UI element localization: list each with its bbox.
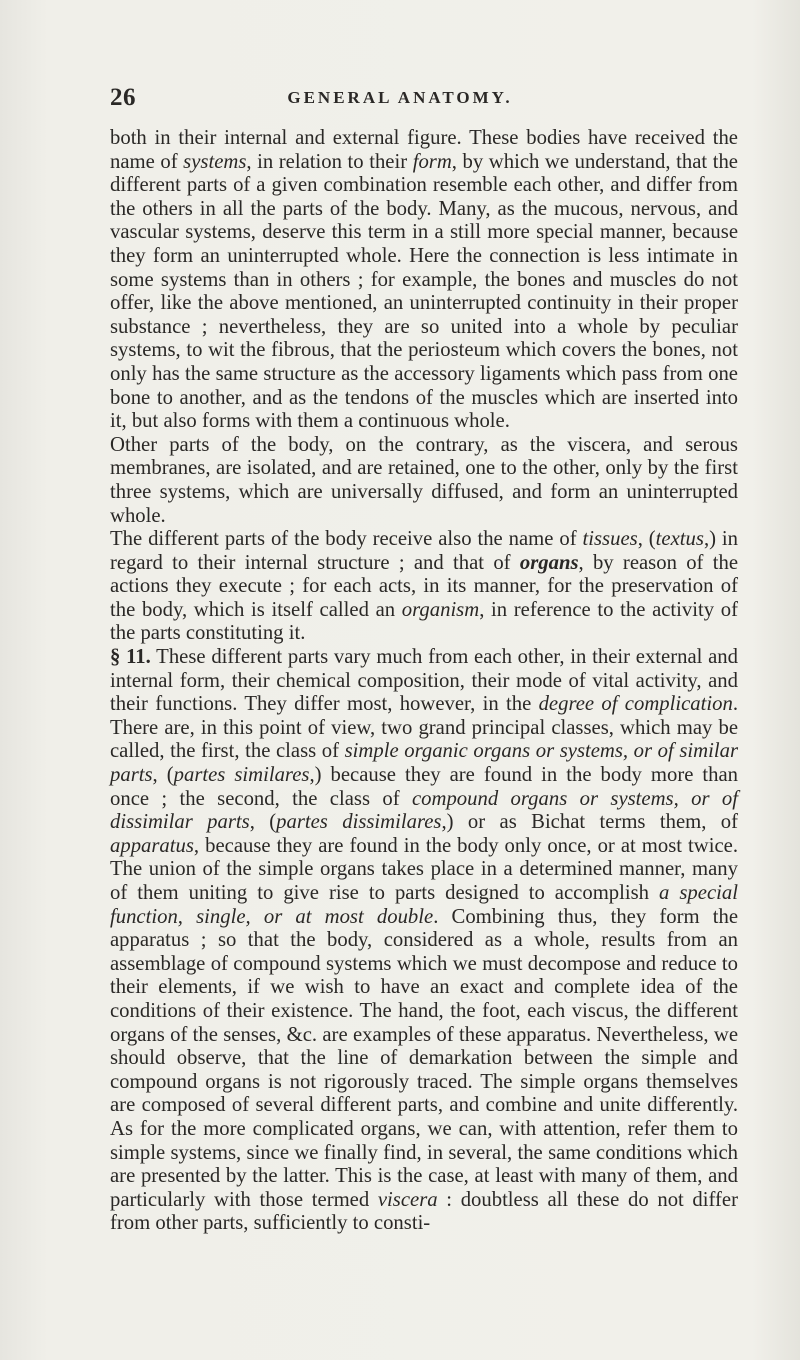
running-head: GENERAL ANATOMY. <box>287 88 513 107</box>
emphasis-text: partes dissimilares <box>276 811 442 834</box>
text-run: , ( <box>637 528 656 551</box>
text-run: , ( <box>249 811 277 834</box>
text-run: These different parts vary much from each other, in their external and internal form, their chemical composition, their mode of vital activity, and their functions. They differ most, however, in the <box>110 646 738 716</box>
emphasis-text: tissues <box>582 528 638 551</box>
section-marker: § 11. <box>110 646 151 669</box>
text-run: , by reason of the actions they execute ; for each acts, in its manner, for the preservation of the body, which is itself called an <box>110 551 739 621</box>
text-run: , ( <box>152 764 174 787</box>
text-run: . There are, in this point of view, two grand principal classes, which may be called, the first, the class of <box>110 693 738 763</box>
emphasis-bold-text: organs <box>519 551 579 574</box>
text-run: , in reference to the activity of the parts constituting it. <box>110 598 739 645</box>
emphasis-text: partes similares <box>173 764 310 787</box>
page-header <box>0 84 800 114</box>
emphasis-text: simple organic organs or systems, or of similar parts <box>110 740 738 787</box>
paragraph <box>110 528 738 646</box>
text-run: The different parts of the body receive also the name of <box>110 528 583 551</box>
text-run: Other parts of the body, on the contrary, as the viscera, and serous membranes, are isolated, and are retained, one to the other, only by the first three systems, which are universally diffused, and form an uninterrupted whole. <box>110 433 738 527</box>
emphasis-text: a special function, single, or at most double <box>110 882 738 928</box>
text-run: ,) because they are found in the body more than once ; the second, the class of <box>110 764 739 810</box>
emphasis-text: form <box>412 150 452 173</box>
emphasis-text: organism <box>401 598 480 621</box>
page-number: 26 <box>110 84 136 111</box>
text-run: ,) in regard to their internal structure ; and that of <box>110 528 739 574</box>
text-run: , because they are found in the body only once, or at most twice. The union of the simple organs takes place in a determined manner, many of them uniting to give rise to parts designed to accomplish <box>110 834 738 904</box>
text-run: both in their internal and external figure. These bodies have received the name of <box>110 127 738 173</box>
paragraph <box>110 646 738 1236</box>
text-run: . Combining thus, they form the apparatus ; so that the body, considered as a whole, results from an assemblage of compound systems which we must decompose and reduce to their elements, if we wish to have an exact and complete idea of the conditions of their existence. The hand, the foot, each viscus, the different organs of the senses, &c. are examples of these apparatus. Nevertheless, we should observe, that the line of demarkation between the simple and compound organs is not rigorously traced. The simple organs themselves are composed of several different parts, and combine and unite differently. As for the more complicated organs, we can, with attention, refer them to simple systems, since we finally find, in several, the same conditions which are presented by the latter. This is the case, at least with many of them, and particularly with those termed <box>110 905 738 1211</box>
text-run: , by which we understand, that the different parts of a given combination resemble each other, and differ from the others in all the parts of the body. Many, as the mucous, nervous, and vascular systems, deserve this term in a still more special manner, because they form an uninterrupted whole. Here the connection is less intimate in some systems than in others ; for example, the bones and muscles do not offer, like the above mentioned, an uninterrupted continuity in their proper substance ; nevertheless, they are so united into a whole by peculiar systems, to wit the fibrous, that the periosteum which covers the bones, not only has the same structure as the accessory ligaments which pass from one bone to another, and as the tendons of the muscles which are inserted into it, but also forms with them a continuous whole. <box>110 150 738 433</box>
paragraph <box>110 434 738 528</box>
text-run: : doubtless all these do not differ from other parts, sufficiently to consti- <box>110 1188 739 1235</box>
emphasis-text: textus <box>655 528 704 551</box>
text-run: ,) or as Bichat terms them, of <box>441 811 739 834</box>
body-text <box>110 127 738 1236</box>
text-run: , in relation to their <box>246 150 413 173</box>
emphasis-text: viscera <box>377 1188 438 1211</box>
paragraph <box>110 127 738 434</box>
emphasis-text: apparatus <box>110 834 194 857</box>
emphasis-text: compound organs or systems, or of dissimilar parts <box>110 787 738 834</box>
emphasis-text: degree of complication <box>538 693 733 716</box>
emphasis-text: systems <box>183 150 247 173</box>
